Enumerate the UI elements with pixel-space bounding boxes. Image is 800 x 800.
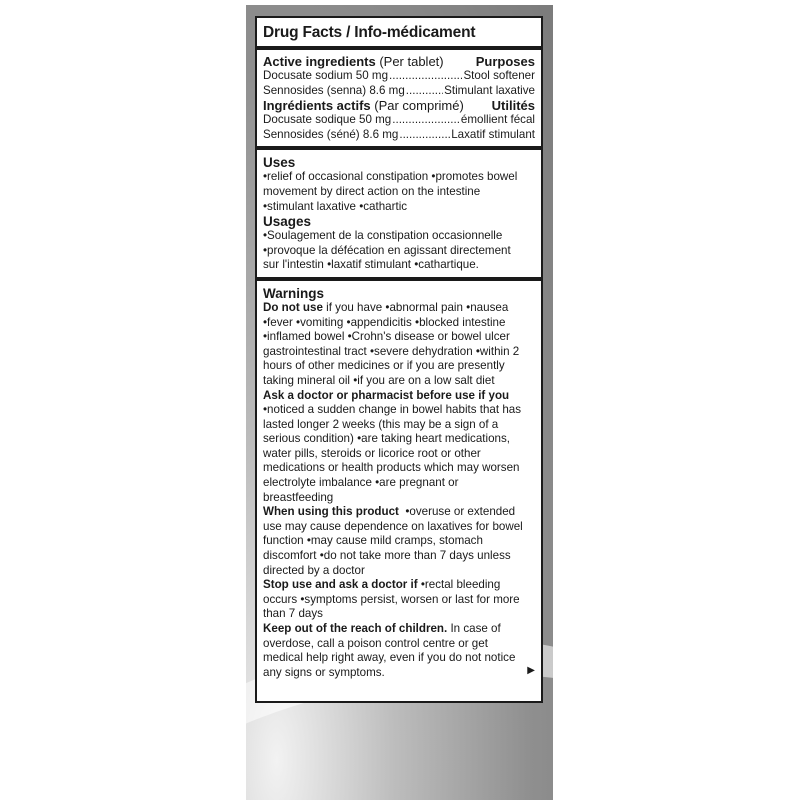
leader-dots — [399, 128, 450, 143]
warning-line — [263, 622, 535, 637]
uses-line: •relief of occasional constipation •promotes bowel — [263, 170, 518, 184]
warning-line: than 7 days — [263, 607, 323, 621]
ingredients-actifs-heading: Ingrédients actifs — [263, 98, 371, 114]
ask-doctor-label: Ask a doctor or pharmacist before use if you — [263, 388, 510, 402]
warning-line: water pills, steroids or licorice root or other — [263, 446, 481, 460]
keep-out-label: Keep out of the reach of children. — [263, 622, 448, 635]
drug-facts-box — [255, 16, 543, 703]
uses-line: •stimulant laxative •cathartic — [263, 199, 408, 213]
ingredient-purpose: Stool softener — [463, 69, 535, 82]
warning-line: •inflamed bowel •Crohn's disease or bowel ulcer — [263, 330, 510, 344]
leader-dots — [389, 69, 462, 84]
stop-use-label: Stop use and ask a doctor if — [263, 578, 418, 592]
active-ingredients-section — [257, 50, 541, 150]
purposes-heading: Purposes — [475, 54, 535, 69]
warning-line: function •may cause mild cramps, stomach — [263, 534, 483, 548]
par-comprime-note: (Par comprimé) — [370, 98, 464, 114]
warning-line: •noticed a sudden change in bowel habits that has — [263, 403, 522, 417]
warning-line: hours of other medicines or if you are presently — [263, 359, 505, 373]
warning-line: discomfort •do not take more than 7 days unless — [263, 549, 511, 563]
ingredient-row — [263, 128, 535, 143]
usages-heading: Usages — [263, 214, 312, 230]
leader-dots — [392, 113, 460, 128]
usages-line: •Soulagement de la constipation occasionnelle — [263, 229, 503, 243]
warning-line: breastfeeding — [263, 490, 334, 504]
warning-line: medical help right away, even if you do not notice — [263, 651, 516, 665]
warning-line: use may cause dependence on laxatives for bowel — [263, 519, 523, 533]
usages-line: sur l'intestin •laxatif stimulant •cathartique. — [263, 258, 479, 272]
warning-line — [263, 389, 535, 404]
uses-line: movement by direct action on the intestine — [263, 184, 481, 198]
warning-line: electrolyte imbalance •are pregnant or — [263, 476, 459, 490]
warning-line: overdose, call a poison control centre or get — [263, 636, 488, 650]
ingredient-name: Sennosides (senna) 8.6 mg — [263, 83, 405, 97]
warning-text: if you have •abnormal pain •nausea — [322, 300, 509, 314]
ingredient-name: Docusate sodium 50 mg — [263, 69, 389, 82]
utilites-heading: Utilités — [491, 98, 535, 114]
warning-line: lasted longer 2 weeks (this may be a sign of a — [263, 417, 499, 431]
warnings-section — [257, 281, 541, 684]
warning-line: gastrointestinal tract •severe dehydration •within 2 — [263, 344, 520, 358]
ingredient-name: Sennosides (séné) 8.6 mg — [263, 127, 399, 141]
ingredients-actifs-header — [263, 98, 535, 113]
warning-line — [263, 505, 535, 520]
warning-text: In case of — [447, 622, 501, 635]
uses-section — [257, 150, 541, 281]
warning-line — [263, 301, 535, 316]
usages-line: •provoque la défécation en agissant directement — [263, 243, 511, 257]
warning-line: occurs •symptoms persist, worsen or last for more — [263, 592, 520, 606]
package-panel — [246, 5, 553, 800]
ingredient-row — [263, 113, 535, 128]
when-using-label: When using this product — [263, 505, 399, 519]
ingredient-name: Docusate sodique 50 mg — [263, 113, 392, 127]
continue-arrow-icon: ▶ — [527, 664, 535, 676]
warning-line: serious condition) •are taking heart medications, — [263, 432, 511, 446]
ingredient-purpose: émollient fécal — [460, 113, 535, 127]
active-ingredients-header — [263, 54, 535, 69]
leader-dots — [406, 84, 443, 99]
ingredient-purpose: Stimulant laxative — [444, 83, 535, 97]
per-tablet-note: (Per tablet) — [375, 54, 444, 69]
warning-line: •fever •vomiting •appendicitis •blocked intestine — [263, 315, 506, 329]
warning-text: •overuse or extended — [398, 505, 516, 519]
ingredient-row — [263, 69, 535, 84]
warning-line: medications or health products which may worsen — [263, 461, 520, 475]
active-ingredients-heading: Active ingredients — [263, 54, 376, 69]
warning-line: any signs or symptoms. — [263, 665, 385, 679]
warning-line — [263, 578, 535, 593]
warning-text: •rectal bleeding — [417, 578, 501, 592]
uses-heading: Uses — [263, 155, 296, 171]
warning-line: directed by a doctor — [263, 563, 365, 577]
drug-facts-title: Drug Facts / Info-médicament — [257, 18, 541, 50]
do-not-use-label: Do not use — [263, 300, 323, 314]
ingredient-row — [263, 84, 535, 99]
warning-line: taking mineral oil •if you are on a low salt diet — [263, 373, 495, 387]
ingredient-purpose: Laxatif stimulant — [451, 127, 535, 141]
warnings-heading: Warnings — [263, 285, 325, 301]
